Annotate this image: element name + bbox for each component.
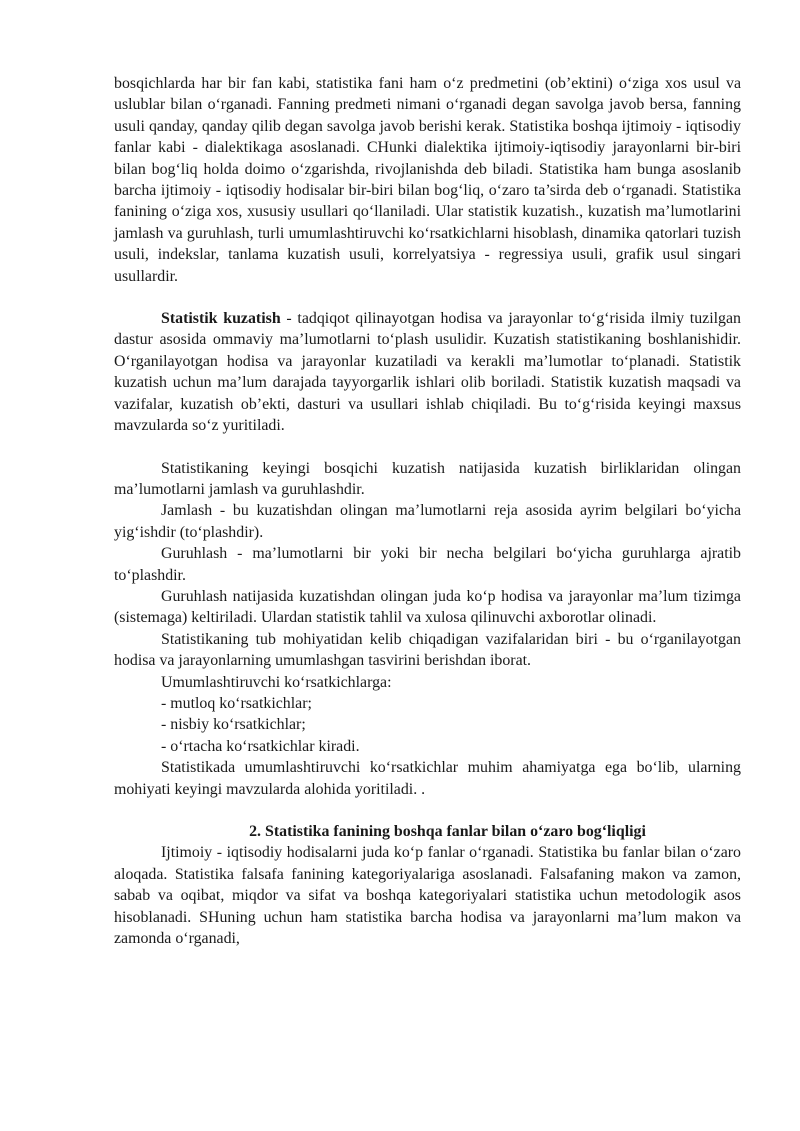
paragraph-tasks: Statistikaning tub mohiyatidan kelib chiqadigan vazifalaridan biri - bu o‘rganilayotgan hodisa va jarayonlarning umumlashgan tasvirini berishdan iborat. — [114, 630, 741, 670]
list-item: - mutloq ko‘rsatkichlar; — [161, 694, 312, 712]
paragraph-statistical-observation-text: - tadqiqot qilinayotgan hodisa va jarayonlar to‘g‘risida ilmiy tuzilgan dastur asosida ommaviy ma’lumotlarni to‘plash usulidir. Kuzatish statistikaning boshlanishidir. O‘rganilayotgan hodisa va jarayonlar kuzatiladi va kerakli ma’lumotlar to‘planadi. Statistik kuzatish uchun ma’lum darajada tayyorgarlik ishlari olib boriladi. Statistik kuzatish maqsadi va vazifalar, kuzatish ob’ekti, dasturi va usullari ishlab chiqiladi. Bu to‘g‘risida keyingi maxsus mavzularda so‘z yuritiladi. — [114, 310, 741, 435]
list-intro: Umumlashtiruvchi ko‘rsatkichlarga: — [161, 673, 392, 691]
section-heading: 2. Statistika fanining boshqa fanlar bilan o‘zaro bog‘liqligi — [249, 823, 646, 840]
paragraph-methods: bosqichlarda har bir fan kabi, statistika fani ham o‘z predmetini (ob’ektini) o‘ziga xos usul va uslublar bilan o‘rganadi. Fanning predmeti nimani o‘rganadi degan savolga javob bersa, fanning usuli qanday, qanday qilib degan savolga javob berishi kerak. Statistika boshqa ijtimoiy - iqtisodiy fanlar kabi - dialektikaga asoslanadi. CHunki dialektika ijtimoiy-iqtisodiy jarayonlarni bir-biri bilan bog‘liq holda doimo o‘zgarishda, rivojlanishda deb biladi. Statistika ham bunga asoslanib barcha ijtimoiy - iqtisodiy hodisalar bir-biri bilan bog‘liq, o‘zaro ta’sirda deb o‘rganadi. Statistika fanining o‘ziga xos, xususiy usullari qo‘llaniladi. Ular statistik kuzatish., kuzatish ma’lumotlarini jamlash va guruhlash, turli umumlashtiruvchi ko‘rsatkichlarni hisoblash, dinamika qatorlari tuzish usuli, indekslar, tanlama kuzatish usuli, korrelyatsiya - regressiya usuli, grafik usul singari usullardir. — [114, 75, 741, 285]
paragraph-grouping-result: Guruhlash natijasida kuzatishdan olingan juda ko‘p hodisa va jarayonlar ma’lum tizimga (sistemaga) keltiriladi. Ulardan statistik tahlil va xulosa qilinuvchi axborotlar olinadi. — [114, 587, 741, 627]
paragraph-related-sciences: Ijtimoiy - iqtisodiy hodisalarni juda ko‘p fanlar o‘rganadi. Statistika bu fanlar bilan o‘zaro aloqada. Statistika falsafa fanining kategoriyalariga asoslanadi. Falsafaning makon va zamon, sabab va oqibat, miqdor va sifat va boshqa kategoriyalari statistika uchun metodologik asos hisoblanadi. SHuning uchun ham statistika barcha hodisa va jarayonlarni ma’lum makon va zamonda o‘rganadi, — [114, 844, 741, 948]
paragraph-indicators-importance: Statistikada umumlashtiruvchi ko‘rsatkichlar muhim ahamiyatga ega bo‘lib, ularning mohiyati keyingi mavzularda alohida yoritiladi. . — [114, 759, 741, 798]
paragraph-statistical-observation — [114, 308, 741, 436]
term-statistical-observation: Statistik kuzatish — [161, 310, 281, 328]
paragraph-next-stage: Statistikaning keyingi bosqichi kuzatish natijasida kuzatish birliklaridan olingan ma’lumotlarni jamlash va guruhlashdir. — [114, 459, 741, 498]
paragraph-grouping: Guruhlash - ma’lumotlarni bir yoki bir necha belgilari bo‘yicha guruhlarga ajratib to‘plashdir. — [114, 545, 741, 584]
list-item: - o‘rtacha ko‘rsatkichlar kiradi. — [161, 737, 360, 755]
list-item: - nisbiy ko‘rsatkichlar; — [161, 716, 306, 734]
paragraph-summarizing: Jamlash - bu kuzatishdan olingan ma’lumotlarni reja asosida ayrim belgilari bo‘yicha yig‘ishdir (to‘plashdir). — [114, 502, 741, 541]
